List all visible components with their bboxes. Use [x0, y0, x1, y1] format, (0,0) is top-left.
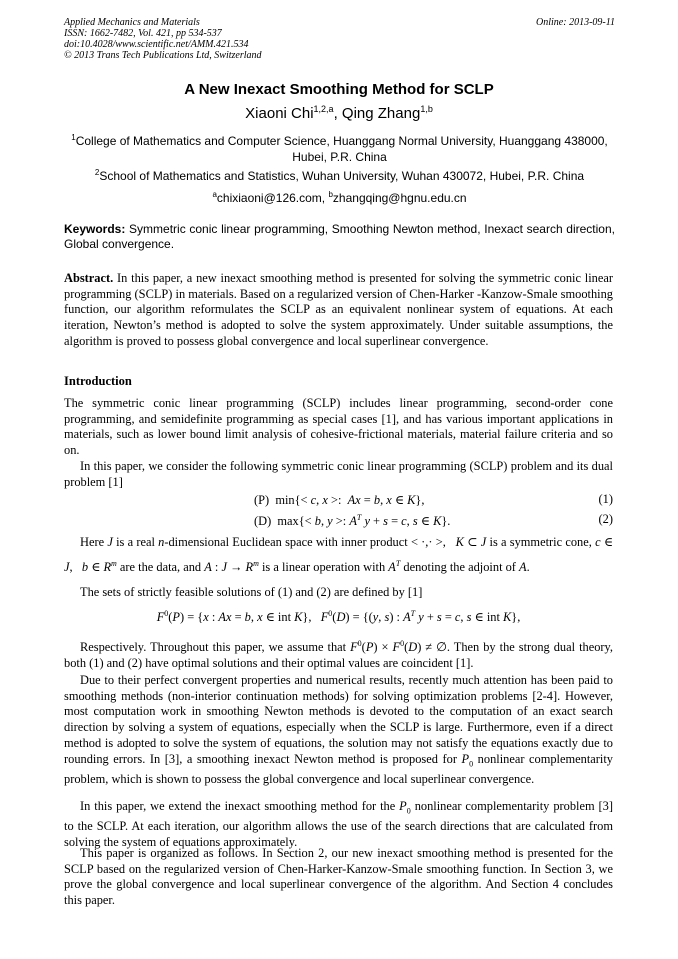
- text-run: nonlinear complementarity problem [3] to the SCLP. At each iteration, our algorithm allows the use of the search directions that are calculated from solving the system of equations approximately.: [64, 799, 614, 849]
- intro-paragraph-1: The symmetric conic linear programming (SCLP) includes linear programming, second-order cone programming, and semidefinite programming as special cases [1], and has various important applications in materials, such as lower bound limit analysis of cohesive-frictional materials, material failure criteria and so on.: [64, 396, 613, 458]
- affiliation-mark: 2: [94, 168, 100, 177]
- intro-paragraph-3: Here J is a real n-dimensional Euclidean space with inner product < ·,· >, K ⊂ J is a symmetric cone, c ∈ J, b ∈ $R^m$ are the data, and A : $J \to R^m$ is a linear operation with $A^T$ denoting the adjoint of A.: [64, 535, 613, 575]
- copyright-line: © 2013 Trans Tech Publications Ltd, Switzerland: [64, 50, 262, 61]
- author-name: Qing Zhang: [341, 105, 421, 122]
- affiliation-mark: 1: [71, 133, 76, 142]
- equation-number: (2): [598, 512, 613, 526]
- text-run: are the data, and: [116, 560, 205, 575]
- intro-paragraph-5: Respectively. Throughout this paper, we assume that $F^0(P) \times F^0(D)$ ≠ ∅. Then by the strong dual theory, both (1) and (2) have optimal solutions and their optimal values are coincident [1].: [64, 639, 614, 670]
- intro-paragraph-8: This paper is organized as follows. In Section 2, our new inexact smoothing method is presented for the SCLP based on the regularized version of Chen-Harker-Kanzow-Smale smoothing function. In Section 3, we prove the global convergence and local superlinear convergence of the algorithm. And Section 4 concludes this paper.: [64, 846, 613, 908]
- equation-feasible-sets: $F^0(P) = \{x$ : Ax = b, x ∈ int K}, $F^0(D) = \{(y$, s) : $A^T$ y + s = c, s ∈ int K},: [156, 609, 521, 625]
- text-run: is a symmetric cone,: [486, 535, 596, 549]
- affiliation-text: College of Mathematics and Computer Science, Huanggang Normal University, Huanggang 438000, Hubei, P.R. China: [75, 134, 608, 164]
- text-run: Respectively. Throughout this paper, we assume that: [80, 640, 351, 655]
- issn-line: ISSN: 1662-7482, Vol. 421, pp 534-537: [64, 28, 222, 39]
- equation-body: (D) max{< b, y >: $A^T$ y + s = c, s ∈ K}.: [254, 513, 451, 529]
- online-date: Online: 2013-09-11: [536, 17, 615, 28]
- affiliation-2: [64, 165, 615, 184]
- text-run: . Then by the strong dual theory, both (1) and (2) have optimal solutions and their optimal values are coincident [1].: [64, 640, 614, 670]
- intro-paragraph-6: Due to their perfect convergent properties and numerical results, recently much attention has been paid to smoothing methods (non-interior continuation methods) for solving optimization problems [2-4]. However, most computation work in smoothing Newton methods is devoted to the computation of an exact search direction by solving a system of equations, especially when the SCLP is large. Furthermore, even if a direct method is adopted to solve the system of equations, the solution may not satisfy the equations exactly due to rounding errors. In [3], a smoothing inexact Newton method is proposed for $P_0$ nonlinear complementarity problem, which is shown to possess the global convergence and local superlinear convergence.: [64, 673, 613, 786]
- author-affiliation-mark: 1,2,a: [313, 104, 334, 114]
- text-run: Here: [80, 535, 108, 549]
- equation-number: (1): [598, 492, 613, 506]
- author-affiliation-mark: 1,b: [420, 104, 433, 114]
- paper-title: A New Inexact Smoothing Method for SCLP: [184, 81, 494, 98]
- intro-paragraph-4: The sets of strictly feasible solutions of (1) and (2) are defined by [1]: [80, 585, 423, 599]
- email-line: [64, 187, 615, 206]
- keywords-text: Symmetric conic linear programming, Smoothing Newton method, Inexact search direction, Global convergence.: [64, 222, 615, 251]
- journal-header: [64, 17, 615, 61]
- author-separator: ,: [333, 105, 342, 122]
- intro-paragraph-7: In this paper, we extend the inexact smoothing method for the $P_0$ nonlinear complementarity problem [3] to the SCLP. At each iteration, our algorithm allows the use of the search directions that are calculated from solving the system of equations approximately.: [64, 799, 614, 849]
- journal-name: Applied Mechanics and Materials: [64, 17, 200, 28]
- equation-primal: [64, 492, 613, 508]
- affiliation-text: School of Mathematics and Statistics, Wuhan University, Wuhan 430072, Hubei, P.R. China: [99, 169, 585, 183]
- abstract-label: Abstract.: [64, 271, 114, 285]
- text-run: is a linear operation with: [258, 560, 389, 575]
- intro-paragraph-2: In this paper, we consider the following symmetric conic linear programming (SCLP) problem and its dual problem [1]: [64, 459, 613, 489]
- section-heading-introduction: Introduction: [64, 374, 132, 388]
- text-run: Due to their perfect convergent properties and numerical results, recently much attention has been paid to smoothing methods (non-interior continuation methods) for solving optimization problems [2-4]. However, most computation work in smoothing Newton methods is devoted to the computation of an exact search direction by solving a system of equations, especially when the SCLP is large. Furthermore, even if a direct method is adopted to solve the system of equations, the solution may not satisfy the equations exactly due to rounding errors. In [3], a smoothing inexact Newton method is proposed for: [64, 673, 613, 766]
- keywords-label: Keywords:: [64, 222, 126, 236]
- keywords-block: [64, 222, 615, 252]
- text-run: -dimensional Euclidean space with inner product: [164, 535, 411, 549]
- email-mark: b: [328, 190, 333, 199]
- text-run: nonlinear complementarity problem, which is shown to possess the global convergence and local superlinear convergence.: [64, 751, 613, 786]
- author-name: Xiaoni Chi: [245, 105, 314, 122]
- abstract-text: In this paper, a new inexact smoothing method is presented for solving the symmetric conic linear programming (SCLP) in materials. Based on a regularized version of Chen-Harker -Kanzow-Smale smoothing function, our algorithm reformulates the SCLP as an equivalent nonlinear system of equations. At each iteration, Newton’s method is adopted to solve the system approximately. Under suitable assumptions, the algorithm is proved to possess global convergence and local superlinear convergence.: [64, 271, 613, 348]
- abstract-paragraph: [64, 271, 613, 350]
- text-run: denoting the adjoint of: [400, 560, 520, 575]
- equation-body: (P) min{< c, x >: Ax = b, x ∈ K},: [254, 493, 425, 507]
- equation-dual: [64, 512, 613, 528]
- author-line: [0, 104, 678, 122]
- doi-line[interactable]: doi:10.4028/www.scientific.net/AMM.421.534: [64, 39, 249, 50]
- email-address[interactable]: zhangqing@hgnu.edu.cn: [332, 191, 467, 205]
- text-run: is a real: [112, 535, 159, 549]
- email-mark: a: [212, 190, 217, 199]
- affiliation-1: [64, 130, 615, 165]
- text-run: In this paper, we extend the inexact smoothing method for the: [80, 799, 400, 813]
- email-address[interactable]: chixiaoni@126.com,: [216, 191, 329, 205]
